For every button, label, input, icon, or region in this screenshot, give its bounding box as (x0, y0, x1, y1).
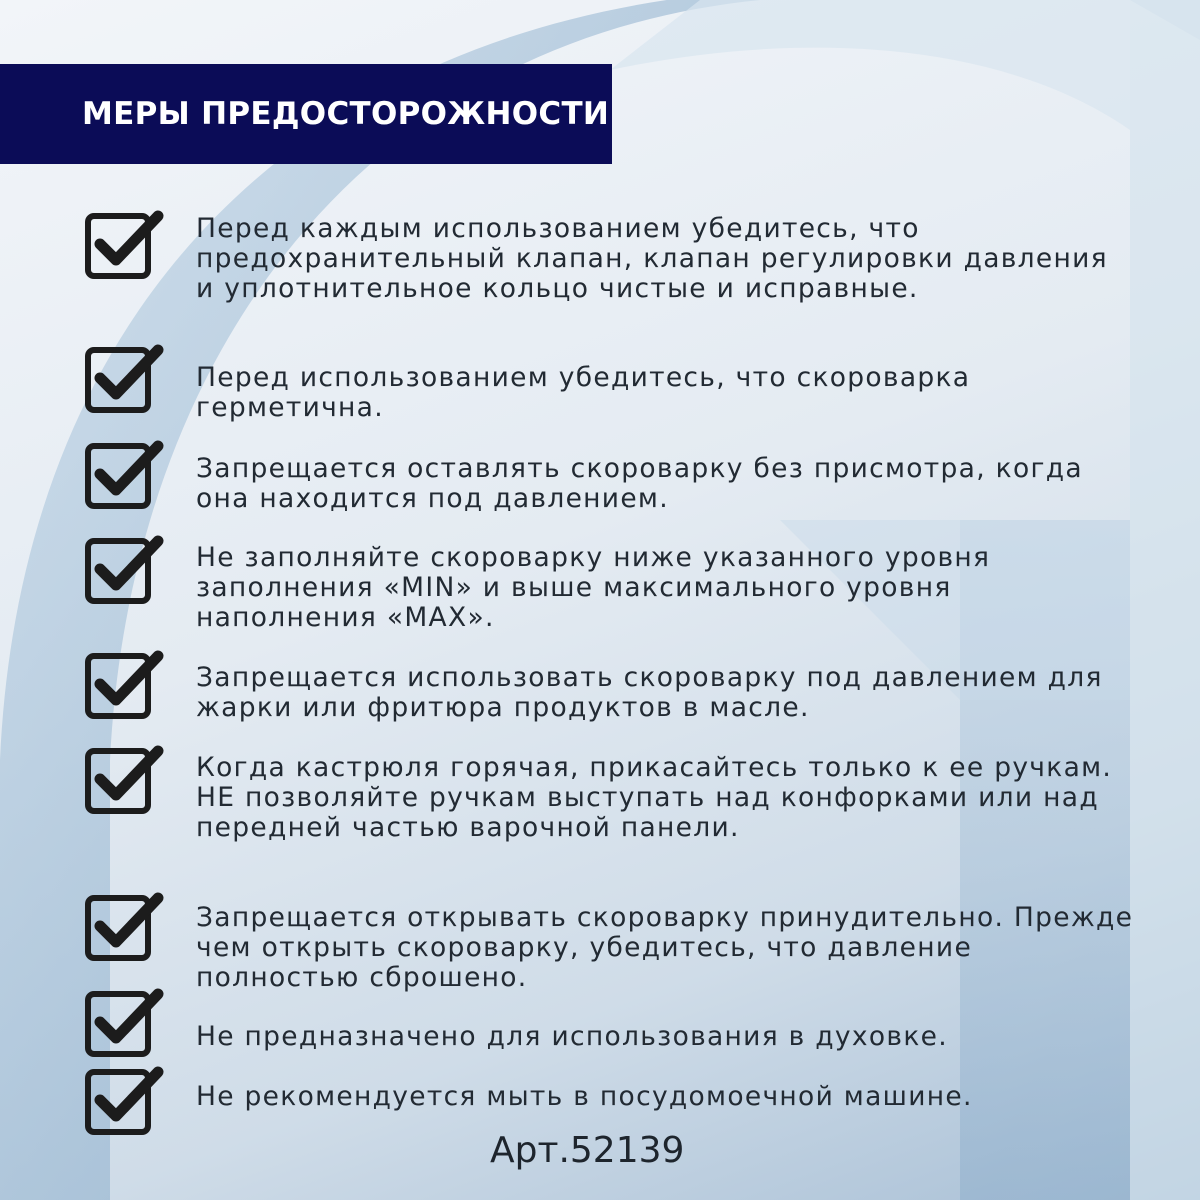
checked-checkbox-icon (84, 650, 164, 722)
item-text: Не рекомендуется мыть в посудомоечной машине. (196, 1081, 973, 1112)
item-text: Не заполняйте скороварку ниже указанного уровня заполнения «MIN» и выше максимального уровня наполнения «MAX». (196, 542, 991, 633)
checked-checkbox-icon (84, 535, 164, 607)
article-number: Арт.52139 (490, 1130, 685, 1171)
checked-checkbox-icon (84, 892, 164, 964)
checked-checkbox-icon (84, 988, 164, 1060)
checked-checkbox-icon (84, 344, 164, 416)
page-title: МЕРЫ ПРЕДОСТОРОЖНОСТИ (82, 96, 610, 132)
checked-checkbox-icon (84, 745, 164, 817)
item-text: Перед каждым использованием убедитесь, что предохранительный клапан, клапан регулировки давления и уплотнительное кольцо чистые и исправные. (196, 213, 1108, 304)
checked-checkbox-icon (84, 1066, 164, 1138)
item-text: Запрещается оставлять скороварку без присмотра, когда она находится под давлением. (196, 453, 1083, 514)
checked-checkbox-icon (84, 210, 164, 282)
checked-checkbox-icon (84, 440, 164, 512)
item-text: Перед использованием убедитесь, что скороварка герметична. (196, 362, 971, 423)
item-text: Когда кастрюля горячая, прикасайтесь только к ее ручкам. НЕ позволяйте ручкам выступать над конфорками или над передней частью варочной панели. (196, 752, 1113, 843)
item-text: Запрещается открывать скороварку принудительно. Прежде чем открыть скороварку, убедитесь, что давление полностью сброшено. (196, 902, 1134, 993)
item-text: Запрещается использовать скороварку под давлением для жарки или фритюра продуктов в масле. (196, 662, 1103, 723)
item-text: Не предназначено для использования в духовке. (196, 1021, 948, 1052)
